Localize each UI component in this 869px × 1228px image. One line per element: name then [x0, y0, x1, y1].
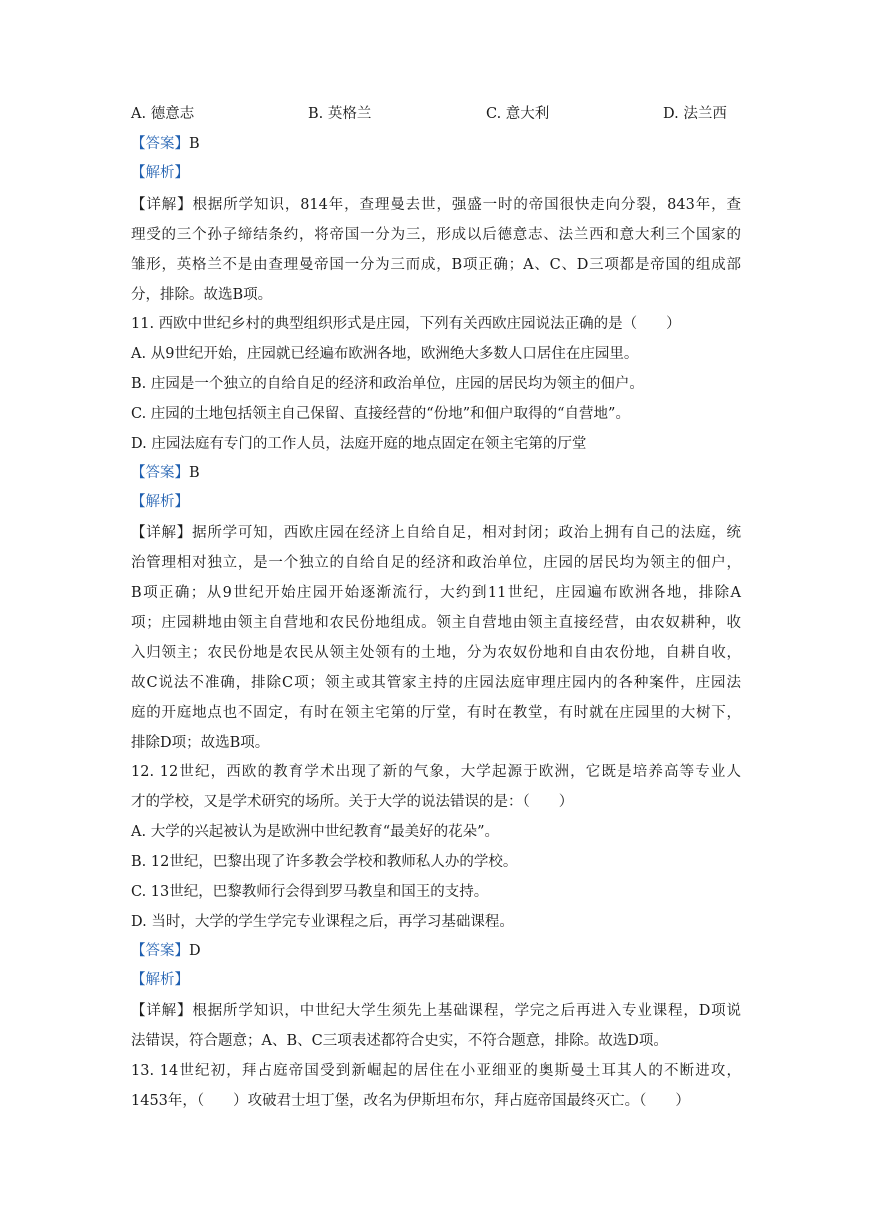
q11-detail-line: 项；庄园耕地由领主自营地和农民份地组成。领主自营地由领主直接经营，由农奴耕种，收: [131, 615, 741, 631]
q12-option-a: A. 大学的兴起被认为是欧洲中世纪教育“最美好的花朵”。: [131, 824, 500, 840]
q11-option-d: D. 庄园法庭有专门的工作人员，法庭开庭的地点固定在领主宅第的厅堂: [131, 436, 587, 452]
q12-answer: [131, 941, 741, 961]
answer-value: D: [189, 943, 201, 959]
q10-detail-line: 雏形，英格兰不是由查理曼帝国一分为三而成，B项正确；A、C、D三项都是帝国的组成部: [131, 257, 741, 273]
analysis-tag: 【解析】: [131, 165, 189, 181]
q11-option-a: A. 从9世纪开始，庄园就已经遍布欧洲各地，欧洲绝大多数人口居住在庄园里。: [131, 346, 639, 362]
q11-analysis: [131, 492, 741, 512]
answer-tag: 【答案】: [131, 943, 189, 959]
q11-option-b: B. 庄园是一个独立的自给自足的经济和政治单位，庄园的居民均为领主的佃户。: [131, 376, 644, 392]
q11-detail-line: 排除D项；故选B项。: [131, 735, 270, 751]
q12-analysis: [131, 970, 741, 990]
q10-detail-line: 分，排除。故选B项。: [131, 287, 273, 303]
q10-option-d: D. 法兰西: [663, 106, 727, 122]
q12-option-d: D. 当时，大学的学生学完专业课程之后，再学习基础课程。: [131, 914, 514, 930]
q11-answer: [131, 463, 741, 483]
detail-tag: 【详解】: [131, 197, 193, 213]
q12-option-b: B. 12世纪，巴黎出现了许多教会学校和教师私人办的学校。: [131, 854, 518, 870]
detail-tag: 【详解】: [131, 525, 193, 541]
answer-tag: 【答案】: [131, 465, 189, 481]
q11-detail-line: 入归领主；农民份地是农民从领主处领有的土地，分为农奴份地和自由农份地，自耕自收，: [131, 645, 741, 661]
q12-option-c: C. 13世纪，巴黎教师行会得到罗马教皇和国王的支持。: [131, 884, 489, 900]
detail-text: 据所学可知，西欧庄园在经济上自给自足，相对封闭；政治上拥有自己的法庭，统: [192, 525, 741, 541]
q10-option-a: A. 德意志: [131, 106, 195, 122]
answer-value: B: [189, 465, 200, 481]
q13-stem-line: 1453年，（ ）攻破君士坦丁堡，改名为伊斯坦布尔，拜占庭帝国最终灭亡。（ ）: [131, 1093, 690, 1109]
analysis-tag: 【解析】: [131, 494, 189, 510]
q11-detail-line: [131, 523, 741, 543]
q11-detail-line: 故C说法不准确，排除C项；领主或其管家主持的庄园法庭审理庄园内的各种案件，庄园法: [131, 675, 741, 691]
q13-stem-line: 13. 14世纪初，拜占庭帝国受到新崛起的居住在小亚细亚的奥斯曼土耳其人的不断进攻，: [131, 1063, 741, 1079]
q11-detail-line: B项正确；从9世纪开始庄园开始逐渐流行，大约到11世纪，庄园遍布欧洲各地，排除A: [131, 585, 741, 601]
q12-detail-line: 法错误，符合题意；A、B、C三项表述都符合史实，不符合题意，排除。故选D项。: [131, 1033, 668, 1049]
q11-detail-line: 庭的开庭地点也不固定，有时在领主宅第的厅堂，有时在教堂，有时就在庄园里的大树下，: [131, 705, 741, 721]
q10-detail-line: 理受的三个孙子缔结条约，将帝国一分为三，形成以后德意志、法兰西和意大利三个国家的: [131, 227, 741, 243]
analysis-tag: 【解析】: [131, 972, 189, 988]
answer-value: B: [189, 136, 200, 152]
q11-option-c: C. 庄园的土地包括领主自己保留、直接经营的“份地”和佃户取得的“自营地”。: [131, 406, 630, 422]
detail-tag: 【详解】: [131, 1003, 193, 1019]
q10-analysis: [131, 163, 741, 183]
q10-detail-line: [131, 195, 741, 215]
q10-answer: [131, 134, 741, 154]
q11-detail-line: 治管理相对独立，是一个独立的自给自足的经济和政治单位，庄园的居民均为领主的佃户，: [131, 555, 741, 571]
q12-stem-line: 12. 12世纪，西欧的教育学术出现了新的气象，大学起源于欧洲，它既是培养高等专业人: [131, 764, 741, 780]
q12-detail-line: [131, 1001, 741, 1021]
detail-text: 根据所学知识，中世纪大学生须先上基础课程，学完之后再进入专业课程，D项说: [192, 1003, 742, 1019]
q10-option-b: B. 英格兰: [308, 106, 372, 122]
answer-tag: 【答案】: [131, 136, 189, 152]
q12-stem-line: 才的学校，又是学术研究的场所。关于大学的说法错误的是：（ ）: [131, 794, 574, 810]
q10-option-c: C. 意大利: [486, 106, 550, 122]
detail-text: 根据所学知识，814年，查理曼去世，强盛一时的帝国很快走向分裂，843年，查: [192, 197, 741, 213]
q11-stem: 11. 西欧中世纪乡村的典型组织形式是庄园，下列有关西欧庄园说法正确的是（ ）: [131, 316, 681, 332]
